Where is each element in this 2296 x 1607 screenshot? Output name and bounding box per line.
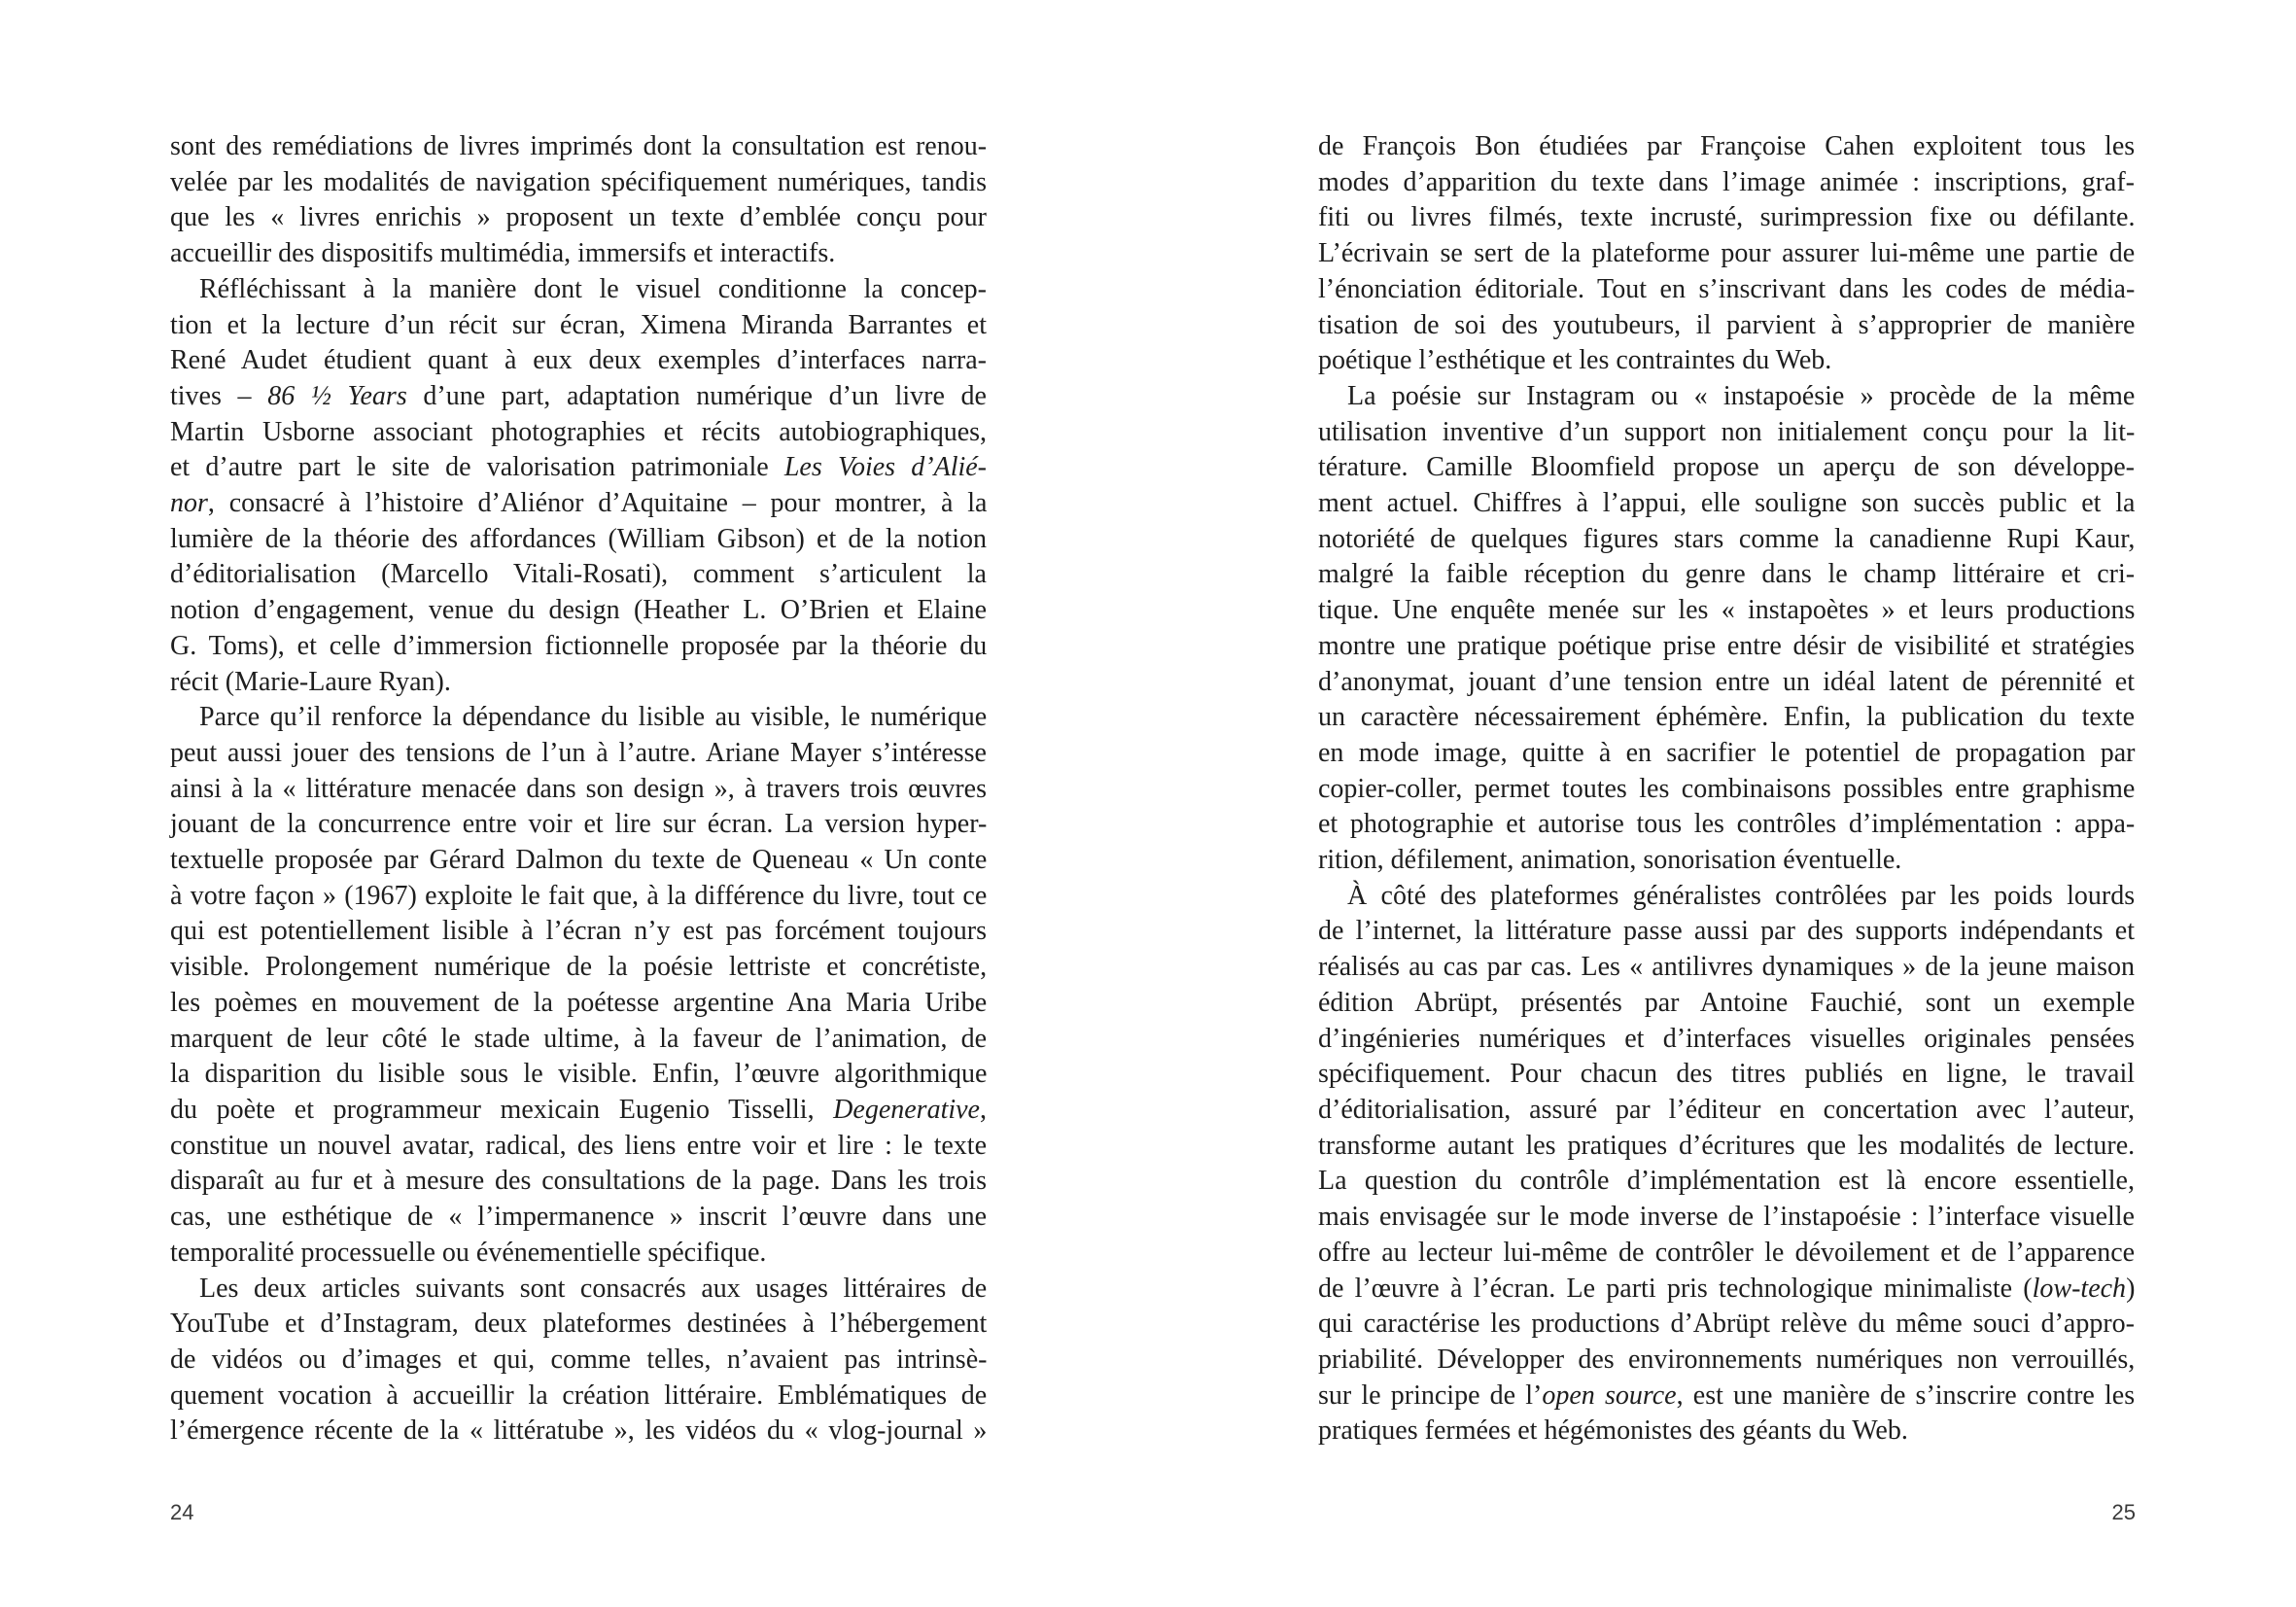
text-line [170, 1414, 987, 1450]
text-run: et d’autre part le site de valorisation patrimoniale [170, 452, 784, 483]
text-run: priabilité. Développer des environnements numériques non verrouillés, [1318, 1344, 2136, 1375]
text-run: offre au lecteur lui-même de contrôler le dévoilement et de l’apparence [1318, 1237, 2136, 1268]
text-run: À côté des plateformes généralistes contrôlées par les poids lourds [1347, 880, 2136, 911]
text-line [170, 1343, 987, 1379]
text-line [170, 486, 987, 522]
text-line [170, 807, 987, 843]
text-line [170, 1236, 987, 1272]
text-run: de vidéos ou d’images et qui, comme telles, n’avaient pas intrinsè- [170, 1344, 988, 1375]
text-line [1318, 557, 2135, 593]
italic-title: low-tech [2032, 1273, 2127, 1304]
text-line [170, 879, 987, 915]
text-line [170, 522, 987, 558]
text-line [1318, 914, 2135, 950]
text-line [170, 950, 987, 986]
text-run: l’émergence récente de la « littératube », les vidéos du « vlog-journal » [170, 1415, 988, 1447]
text-run: Parce qu’il renforce la dépendance du lisible au visible, le numérique [199, 702, 988, 733]
italic-title: Degenerative [833, 1094, 980, 1125]
text-run: montre une pratique poétique prise entre désir de visibilité et stratégies [1318, 630, 2136, 661]
text-run: d’éditorialisation, assuré par l’éditeur en concertation avec l’auteur, [1318, 1094, 2135, 1125]
text-run: qui est potentiellement lisible à l’écran n’y est pas forcément toujours [170, 916, 987, 947]
text-line [170, 843, 987, 879]
text-run: pratiques fermées et hégémonistes des géants du Web. [1318, 1415, 1908, 1447]
text-run: accueillir des dispositifs multimédia, immersifs et interactifs. [170, 238, 836, 269]
text-run: lumière de la théorie des affordances (William Gibson) et de la notion [170, 523, 987, 554]
text-line [1318, 236, 2135, 272]
text-line [1318, 1200, 2135, 1236]
text-run: rition, défilement, animation, sonorisation éventuelle. [1318, 845, 1902, 876]
text-run: cas, une esthétique de « l’impermanence » inscrit l’œuvre dans une [170, 1202, 987, 1233]
text-run: à votre façon » (1967) exploite le fait que, à la différence du livre, tout ce [170, 880, 988, 911]
text-run: YouTube et d’Instagram, deux plateformes destinées à l’hébergement [170, 1309, 988, 1340]
text-run: G. Toms), et celle d’immersion fictionnelle proposée par la théorie du [170, 630, 988, 661]
left-page-text-column [170, 129, 987, 1450]
text-line [1318, 629, 2135, 665]
text-line [1318, 700, 2135, 736]
text-line [170, 450, 987, 486]
text-line [170, 1379, 987, 1415]
text-line [1318, 379, 2135, 415]
text-run: tisation de soi des youtubeurs, il parvient à s’approprier de manière [1318, 309, 2136, 340]
page-number-left: 24 [170, 1500, 194, 1524]
text-line [170, 629, 987, 665]
text-run: ainsi à la « littérature menacée dans son design », à travers trois œuvres [170, 773, 987, 804]
text-run: malgré la faible réception du genre dans le champ littéraire et cri- [1318, 559, 2136, 590]
text-run: de François Bon étudiées par Françoise Cahen exploitent tous les [1318, 131, 2136, 161]
italic-title: Les Voies d’Alié- [783, 452, 988, 483]
text-line [1318, 1272, 2135, 1308]
text-run: de l’internet, la littérature passe aussi par des supports indépendants et [1318, 916, 2135, 947]
text-run: d’ingénieries numériques et d’interfaces visuelles originales pensées [1318, 1023, 2135, 1054]
text-line [1318, 950, 2135, 986]
text-run: ment actuel. Chiffres à l’appui, elle souligne son succès public et la [1318, 488, 2136, 519]
text-line [1318, 807, 2135, 843]
text-line [1318, 879, 2135, 915]
text-run: les poèmes en mouvement de la poétesse argentine Ana Maria Uribe [170, 987, 988, 1018]
text-line [170, 914, 987, 950]
text-run: Réfléchissant à la manière dont le visuel conditionne la concep- [199, 273, 987, 304]
text-run: Martin Usborne associant photographies et récits autobiographiques, [170, 416, 988, 447]
text-run: , est une manière de s’inscrire contre les [1676, 1380, 2136, 1411]
text-run: visible. Prolongement numérique de la poésie lettriste et concrétiste, [170, 952, 988, 983]
paragraph [1318, 379, 2135, 879]
text-line [1318, 665, 2135, 701]
text-line [170, 1129, 987, 1165]
text-line [1318, 1414, 2135, 1450]
paragraph [1318, 129, 2135, 379]
text-run: récit (Marie-Laure Ryan). [170, 666, 451, 697]
text-run: René Audet étudient quant à eux deux exemples d’interfaces narra- [170, 345, 987, 376]
text-run: de l’œuvre à l’écran. Le parti pris technologique minimaliste ( [1318, 1273, 2033, 1304]
text-line [1318, 415, 2135, 451]
text-run: d’anonymat, jouant d’une tension entre un idéal latent de pérennité et [1318, 666, 2135, 697]
right-page [1148, 0, 2296, 1607]
text-run: , [980, 1094, 987, 1125]
text-line [1318, 343, 2135, 379]
text-line [1318, 486, 2135, 522]
text-run: velée par les modalités de navigation spécifiquement numériques, tandis [170, 166, 987, 197]
right-page-text-column [1318, 129, 2135, 1450]
text-line [170, 379, 987, 415]
text-run: tives – [170, 380, 268, 411]
text-line [1318, 1093, 2135, 1129]
text-line [170, 1307, 987, 1343]
text-run: disparaît au fur et à mesure des consultations de la page. Dans les trois [170, 1166, 987, 1197]
text-run: édition Abrüpt, présentés par Antoine Fauchié, sont un exemple [1318, 987, 2136, 1018]
text-run: que les « livres enrichis » proposent un texte d’emblée conçu pour [170, 202, 987, 233]
text-line [1318, 450, 2135, 486]
text-line [1318, 1307, 2135, 1343]
text-line [170, 129, 987, 165]
text-line [170, 165, 987, 201]
text-line [1318, 522, 2135, 558]
text-run: sont des remédiations de livres imprimés dont la consultation est renou- [170, 131, 988, 161]
text-line [170, 736, 987, 772]
text-run: la disparition du lisible sous le visible. Enfin, l’œuvre algorithmique [170, 1059, 988, 1090]
paragraph [170, 700, 987, 1271]
text-line [1318, 843, 2135, 879]
page-number-right: 25 [2111, 1500, 2136, 1524]
text-run: La poésie sur Instagram ou « instapoésie » procède de la même [1347, 380, 2136, 411]
text-run: tion et la lecture d’un récit sur écran, Ximena Miranda Barrantes et [170, 309, 988, 340]
text-run: du poète et programmeur mexicain Eugenio Tisselli, [170, 1094, 834, 1125]
text-line [170, 415, 987, 451]
text-run: peut aussi jouer des tensions de l’un à l’autre. Ariane Mayer s’intéresse [170, 737, 987, 768]
text-run: utilisation inventive d’un support non initialement conçu pour la lit- [1318, 416, 2136, 447]
text-line [170, 1200, 987, 1236]
text-line [170, 986, 987, 1022]
text-run: temporalité processuelle ou événementielle spécifique. [170, 1237, 767, 1268]
text-line [1318, 1057, 2135, 1093]
text-line [170, 593, 987, 629]
text-line [1318, 308, 2135, 344]
text-run: spécifiquement. Pour chacun des titres publiés en ligne, le travail [1318, 1059, 2135, 1090]
text-run: mais envisagée sur le mode inverse de l’instapoésie : l’interface visuelle [1318, 1202, 2135, 1233]
text-line [170, 700, 987, 736]
text-run: ) [2126, 1273, 2136, 1304]
text-run: transforme autant les pratiques d’écritures que les modalités de lecture. [1318, 1130, 2136, 1161]
text-run: notion d’engagement, venue du design (Heather L. O’Brien et Elaine [170, 595, 987, 626]
text-line [170, 343, 987, 379]
text-run: Les deux articles suivants sont consacrés aux usages littéraires de [199, 1273, 988, 1304]
text-run: d’une part, adaptation numérique d’un livre de [406, 380, 987, 411]
text-line [170, 236, 987, 272]
text-run: notoriété de quelques figures stars comme la canadienne Rupi Kaur, [1318, 523, 2136, 554]
text-line [1318, 1236, 2135, 1272]
text-run: textuelle proposée par Gérard Dalmon du texte de Queneau « Un conte [170, 845, 988, 876]
text-line [170, 557, 987, 593]
text-run: jouant de la concurrence entre voir et lire sur écran. La version hyper- [170, 809, 988, 840]
text-run: qui caractérise les productions d’Abrüpt relève du même souci d’appro- [1318, 1309, 2135, 1340]
text-run: sur le principe de l’ [1318, 1380, 1543, 1411]
text-line [1318, 986, 2135, 1022]
text-line [170, 1057, 987, 1093]
text-line [170, 1022, 987, 1058]
text-line [170, 308, 987, 344]
text-run: réalisés au cas par cas. Les « antilivres dynamiques » de la jeune maison [1318, 952, 2135, 983]
text-line [170, 200, 987, 236]
text-line [1318, 593, 2135, 629]
text-run: fiti ou livres filmés, texte incrusté, surimpression fixe ou défilante. [1318, 202, 2136, 233]
text-run: et photographie et autorise tous les contrôles d’implémentation : appa- [1318, 809, 2136, 840]
text-line [170, 772, 987, 808]
text-line [1318, 1022, 2135, 1058]
text-line [1318, 272, 2135, 308]
italic-title: 86 ½ Years [267, 380, 407, 411]
paragraph [170, 272, 987, 700]
text-run: l’énonciation éditoriale. Tout en s’inscrivant dans les codes de média- [1318, 273, 2136, 304]
text-line [1318, 772, 2135, 808]
text-run: en mode image, quitte à en sacrifier le potentiel de propagation par [1318, 737, 2136, 768]
text-run: quement vocation à accueillir la création littéraire. Emblématiques de [170, 1380, 988, 1411]
text-run: d’éditorialisation (Marcello Vitali-Rosati), comment s’articulent la [170, 559, 987, 590]
text-run: copier-coller, permet toutes les combinaisons possibles entre graphisme [1318, 773, 2136, 804]
italic-title: open source [1542, 1380, 1677, 1411]
paragraph [170, 129, 987, 272]
text-line [1318, 129, 2135, 165]
text-run: constitue un nouvel avatar, radical, des liens entre voir et lire : le texte [170, 1130, 987, 1161]
text-line [1318, 1129, 2135, 1165]
text-run: tique. Une enquête menée sur les « instapoètes » et leurs productions [1318, 595, 2136, 626]
text-line [170, 1272, 987, 1308]
text-line [1318, 1164, 2135, 1200]
text-line [170, 1093, 987, 1129]
text-line [1318, 1379, 2135, 1415]
text-line [170, 665, 987, 701]
text-line [170, 272, 987, 308]
italic-title: nor [170, 488, 208, 519]
paragraph [170, 1272, 987, 1450]
text-line [1318, 165, 2135, 201]
text-run: La question du contrôle d’implémentation est là encore essentielle, [1318, 1166, 2135, 1197]
paragraph [1318, 879, 2135, 1450]
text-line [1318, 200, 2135, 236]
text-run: L’écrivain se sert de la plateforme pour assurer lui-même une partie de [1318, 238, 2136, 269]
text-line [1318, 736, 2135, 772]
text-run: poétique l’esthétique et les contraintes du Web. [1318, 345, 1832, 376]
text-line [1318, 1343, 2135, 1379]
text-run: un caractère nécessairement éphémère. Enfin, la publication du texte [1318, 702, 2135, 733]
text-run: , consacré à l’histoire d’Aliénor d’Aquitaine – pour montrer, à la [207, 488, 988, 519]
text-line [170, 1164, 987, 1200]
text-run: modes d’apparition du texte dans l’image animée : inscriptions, graf- [1318, 166, 2135, 197]
text-run: térature. Camille Bloomfield propose un aperçu de son développe- [1318, 452, 2135, 483]
text-run: marquent de leur côté le stade ultime, à la faveur de l’animation, de [170, 1023, 987, 1054]
